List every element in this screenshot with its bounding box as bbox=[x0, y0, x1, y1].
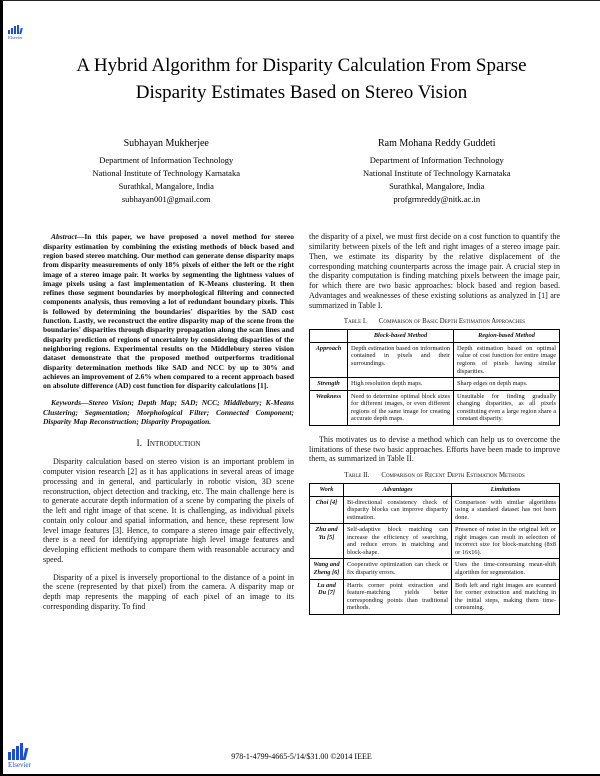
right-column bbox=[309, 232, 560, 623]
author-department: Department of Information Technology bbox=[99, 154, 234, 165]
right-paragraph-2: This motivates us to devise a method which can help us to overcome the limitations of these two basic approaches. Efforts have been made to improve them, as summarized in Table II. bbox=[309, 434, 560, 464]
table1-header-region: Region-based Method bbox=[454, 330, 560, 343]
authors-row bbox=[3, 136, 600, 206]
table2-cell: Uses the time-consuming mean-shift algorithm for segmentation. bbox=[452, 559, 560, 579]
table2-cell: Harris corner point extraction and feature-matching yields better corresponding points than traditional methods. bbox=[344, 579, 452, 614]
author-name: Ram Mohana Reddy Guddeti bbox=[378, 138, 496, 150]
keywords-label: Keywords— bbox=[51, 398, 89, 408]
table1-cell: Sharp edges on depth maps. bbox=[454, 378, 560, 391]
author-email: subhayan001@gmail.com bbox=[121, 194, 211, 205]
publisher-logo-icon bbox=[8, 743, 31, 760]
table2-header-advantages: Advantages bbox=[344, 484, 452, 497]
table2-caption bbox=[309, 472, 560, 479]
table1-row-label: Approach bbox=[310, 342, 348, 377]
table1-cell: Depth estimation based on optimal value of cost function for entire image regions of pixels having similar disparities. bbox=[454, 342, 560, 377]
table2-cell: Self-adaptive block matching can increase the efficiency of searching, and reduce errors in matching and block-shape. bbox=[344, 524, 452, 559]
author-institute: National Institute of Technology Karnataka bbox=[92, 167, 240, 178]
table1-cell: High resolution depth maps. bbox=[348, 378, 454, 391]
table1-header-row bbox=[310, 330, 560, 343]
watermark-top bbox=[8, 25, 23, 40]
author-address: Surathkal, Mangalore, India bbox=[118, 181, 214, 192]
table2-caption-label: Table II. bbox=[344, 472, 370, 480]
table1-corner-cell bbox=[310, 330, 348, 343]
watermark-label: Elsevier bbox=[8, 35, 23, 40]
table2-cell: Comparison with similar algorithms using a standard dataset has not been done. bbox=[452, 496, 560, 524]
table1-caption bbox=[309, 318, 560, 325]
table1-row-label: Strength bbox=[310, 378, 348, 391]
table2-cell: Presence of noise in the original left or right images can result in selection of incorrect size for block-matching (8x8 or 16x16). bbox=[452, 524, 560, 559]
abstract-text: In this paper, we have proposed a novel method for stereo disparity estimation by combining the existing methods of block based and region based stereo matching. Our method can generate dense disparity maps from disparity measurements of only 18% pixels of either the left or the right image of a stereo image pair. It works by segmenting the lightness values of image pixels using a fast implementation of K-Means clustering. It then refines those segment boundaries by morphological filtering and connected components analysis, thus removing a lot of redundant boundary pixels. This is followed by determining the boundaries' disparities by the SAD cost function. Lastly, we reconstruct the entire disparity map of the scene from the boundaries' disparities through disparity propagation along the scan lines and disparity prediction of regions of uncertainty by considering disparities of the neighboring regions. Experimental results on the Middlebury stereo vision dataset demonstrate that the proposed method outperforms traditional disparity determination methods like SAD and NCC by up to 30% and achieves an improvement of 2.6% when compared to a recent approach based on absolute difference (AD) cost function for disparity calculations [1]. bbox=[43, 232, 294, 391]
abstract-label: Abstract— bbox=[51, 232, 85, 242]
table1-cell: Unsuitable for finding gradually changing disparities, as all pixels constituting even a large region share a constant disparity. bbox=[454, 390, 560, 425]
table1-row-label: Weakness bbox=[310, 390, 348, 425]
table1-cell: Need to determine optimal block sizes for different images, or even different regions of the same image for creating accurate depth maps. bbox=[348, 390, 454, 425]
table2-row-lu-du bbox=[310, 579, 560, 614]
left-column bbox=[43, 232, 294, 623]
table1-caption-text: Comparison of Basic Depth Estimation Approaches bbox=[378, 318, 526, 326]
table1-row-approach bbox=[310, 342, 560, 377]
table2-row-label: Choi [4] bbox=[310, 496, 344, 524]
table2 bbox=[309, 483, 560, 615]
table1-caption-label: Table I. bbox=[343, 318, 367, 326]
author-block-right bbox=[302, 136, 573, 206]
table2-cell: Bi-directional consistency check of disparity blocks can improve disparity estimation. bbox=[344, 496, 452, 524]
table2-header-work: Work bbox=[310, 484, 344, 497]
copyright-footer: 978-1-4799-4665-5/14/$31.00 ©2014 IEEE bbox=[231, 752, 372, 761]
table1 bbox=[309, 329, 560, 425]
table2-cell: Both left and right images are scanned for corner extraction and matching in the initial steps, making them time-consuming. bbox=[452, 579, 560, 614]
author-department: Department of Information Technology bbox=[369, 154, 504, 165]
table2-row-label: Zhu and Yu [5] bbox=[310, 524, 344, 559]
watermark-label: Elsevier bbox=[8, 761, 31, 769]
author-email: profgrmreddy@nitk.ac.in bbox=[393, 194, 481, 205]
intro-paragraph-1: Disparity calculation based on stereo vision is an important problem in computer vision research [2] as it has applications in several areas of image processing and in general, and particularly in robotic vision, 3D scene reconstruction, object detection and tracking, etc. The main challenge here is to generate accurate depth information of a scene by comparing the pixels of the left and right image of that scene. It is challenging, as individual pixels contain only colour and spatial information, and hence, these represent low level image features [3]. Hence, to compare a stereo image pair effectively, there is a need for identifying appropriate high level image features and developing efficient methods to compare them with reasonable accuracy and speed. bbox=[43, 457, 294, 564]
intro-paragraph-2: Disparity of a pixel is inversely proportional to the distance of a point in the scene (represented by that pixel) from the camera. A disparity map or depth map represents the mapping of each pixel of an image to its corresponding disparity. To find bbox=[43, 572, 294, 611]
table1-cell: Depth estimation based on information contained in pixels and their surroundings. bbox=[348, 342, 454, 377]
table1-row-weakness bbox=[310, 390, 560, 425]
two-column-body bbox=[3, 232, 600, 623]
watermark-bottom bbox=[8, 743, 31, 769]
author-name: Subhayan Mukherjee bbox=[123, 138, 209, 150]
right-paragraph-1: the disparity of a pixel, we must first decide on a cost function to quantify the similarity between pixels of the left and right images of a stereo image pair. Then, we estimate its disparity by the relative displacement of the corresponding matching counterparts across the image pair. A crucial step in the disparity computation is finding matching pixels between the image pair, for which there are two basic approaches: block based and region based. Advantages and weaknesses of these existing solutions as analyzed in [1] are summarized in Table I. bbox=[309, 232, 560, 310]
author-institute: National Institute of Technology Karnataka bbox=[363, 167, 511, 178]
table1-row-strength bbox=[310, 378, 560, 391]
section-heading-introduction: I. Introduction bbox=[136, 439, 201, 450]
table2-row-choi bbox=[310, 496, 560, 524]
table2-row-label: Lu and Du [7] bbox=[310, 579, 344, 614]
table2-header-limitations: Limitations bbox=[452, 484, 560, 497]
author-address: Surathkal, Mangalore, India bbox=[389, 181, 485, 192]
keywords-paragraph bbox=[43, 398, 294, 426]
abstract-paragraph bbox=[43, 232, 294, 390]
author-block-left bbox=[31, 136, 302, 206]
table2-row-wang-zheng bbox=[310, 559, 560, 579]
keywords-text: Stereo Vision; Depth Map; SAD; NCC; Middlebury; K-Means Clustering; Segmentation; Morphological Filter; Connected Component; Disparity Map Reconstruction; Disparity Propagation. bbox=[43, 398, 294, 427]
table2-cell: Cooperative optimization can check or fix disparity errors. bbox=[344, 559, 452, 579]
publisher-logo-icon bbox=[8, 25, 23, 34]
table2-caption-text: Comparison of Recent Depth Estimation Methods bbox=[381, 472, 525, 480]
paper-title: A Hybrid Algorithm for Disparity Calculation From Sparse Disparity Estimates Based on Stereo Vision bbox=[76, 55, 527, 103]
table2-row-zhu-yu bbox=[310, 524, 560, 559]
table2-row-label: Wang and Zheng [6] bbox=[310, 559, 344, 579]
table2-header-row bbox=[310, 484, 560, 497]
table1-header-block: Block-based Method bbox=[348, 330, 454, 343]
